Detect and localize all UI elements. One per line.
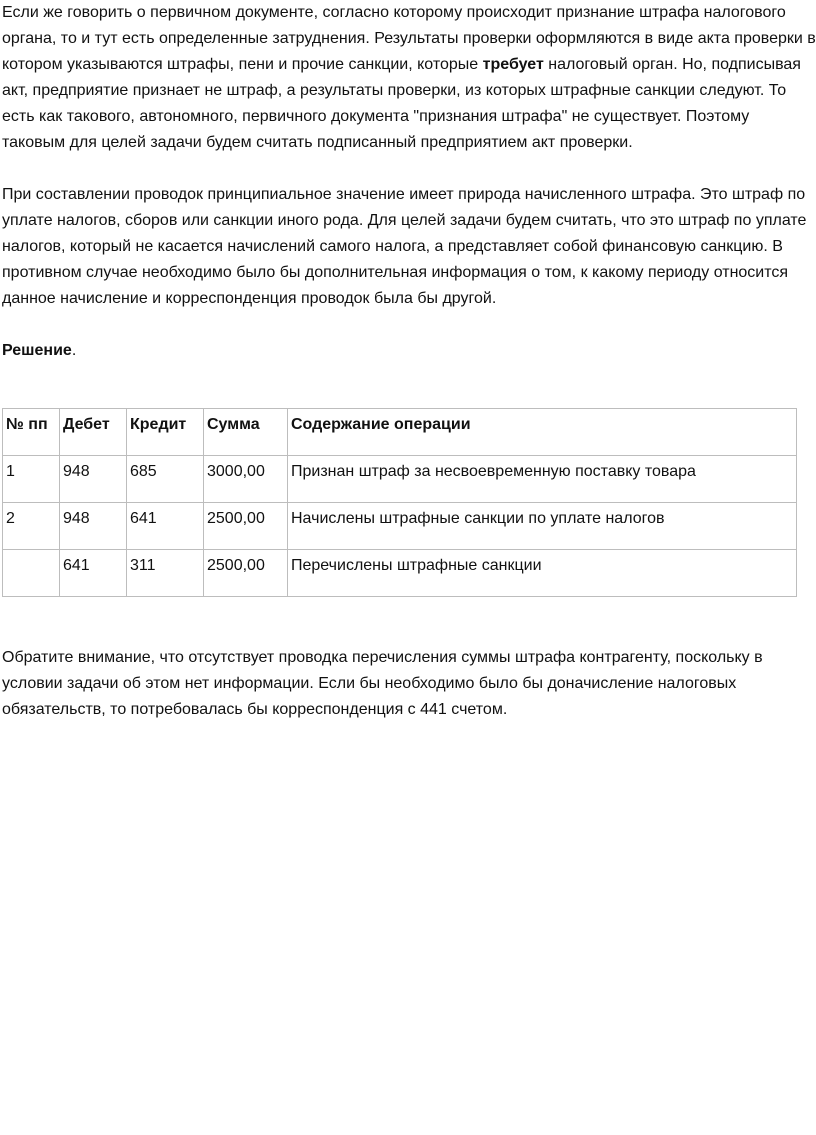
cell-debit: 948 [60, 456, 127, 503]
cell-debit: 948 [60, 503, 127, 550]
paragraph-1-text-a: Если же говорить о первичном документе, согласно которому происходит признание штрафа налогового органа, то и тут есть определенные затруднения. Результаты проверки оформляются в виде акта проверки в котором указываются штрафы, пени и прочие санкции, которые [2, 4, 816, 73]
paragraph-note: Обратите внимание, что отсутствует проводка перечисления суммы штрафа контрагенту, поскольку в условии задачи об этом нет информации. Если бы необходимо было бы доначисление налоговых обязательств, то потребовалась бы корреспонденция с 441 счетом. [2, 649, 763, 718]
header-description: Содержание операции [288, 409, 797, 456]
cell-description: Признан штраф за несвоевременную поставку товара [288, 456, 797, 503]
cell-description: Начислены штрафные санкции по уплате налогов [288, 503, 797, 550]
cell-amount: 3000,00 [204, 456, 288, 503]
cell-amount: 2500,00 [204, 550, 288, 597]
cell-number [3, 550, 60, 597]
paragraph-1-bold-word: требует [482, 56, 544, 73]
header-amount: Сумма [204, 409, 288, 456]
paragraph-primary-document [2, 0, 816, 156]
cell-amount: 2500,00 [204, 503, 288, 550]
solution-heading [2, 338, 816, 364]
table-row [3, 550, 797, 597]
cell-credit: 641 [127, 503, 204, 550]
cell-debit: 641 [60, 550, 127, 597]
paragraph-entries-nature: При составлении проводок принципиальное значение имеет природа начисленного штрафа. Это штраф по уплате налогов, сборов или санкции иного рода. Для целей задачи будем считать, что это штраф по уплате налогов, который не касается начислений самого налога, а представляет собой финансовую санкцию. В противном случае необходимо было бы дополнительная информация о том, к какому периоду относится данное начисление и корреспонденция проводок была бы другой. [2, 186, 807, 307]
table-row [3, 503, 797, 550]
cell-description: Перечислены штрафные санкции [288, 550, 797, 597]
table-header-row [3, 409, 797, 456]
header-debit: Дебет [60, 409, 127, 456]
entries-table-container [2, 408, 796, 597]
solution-label: Решение [2, 342, 72, 359]
table-row [3, 456, 797, 503]
entries-table [2, 408, 797, 597]
cell-number: 1 [3, 456, 60, 503]
cell-number: 2 [3, 503, 60, 550]
cell-credit: 311 [127, 550, 204, 597]
header-number: № пп [3, 409, 60, 456]
cell-credit: 685 [127, 456, 204, 503]
solution-punct: . [71, 342, 77, 359]
header-credit: Кредит [127, 409, 204, 456]
paragraph-1-text-b: налоговый орган. Но, подписывая акт, предприятие признает не штраф, а результаты проверки, из которых штрафные санкции следуют. То есть как такового, автономного, первичного документа "признания штрафа" не существует. Поэтому таковым для целей задачи будем считать подписанный предприятием акт проверки. [2, 56, 801, 151]
